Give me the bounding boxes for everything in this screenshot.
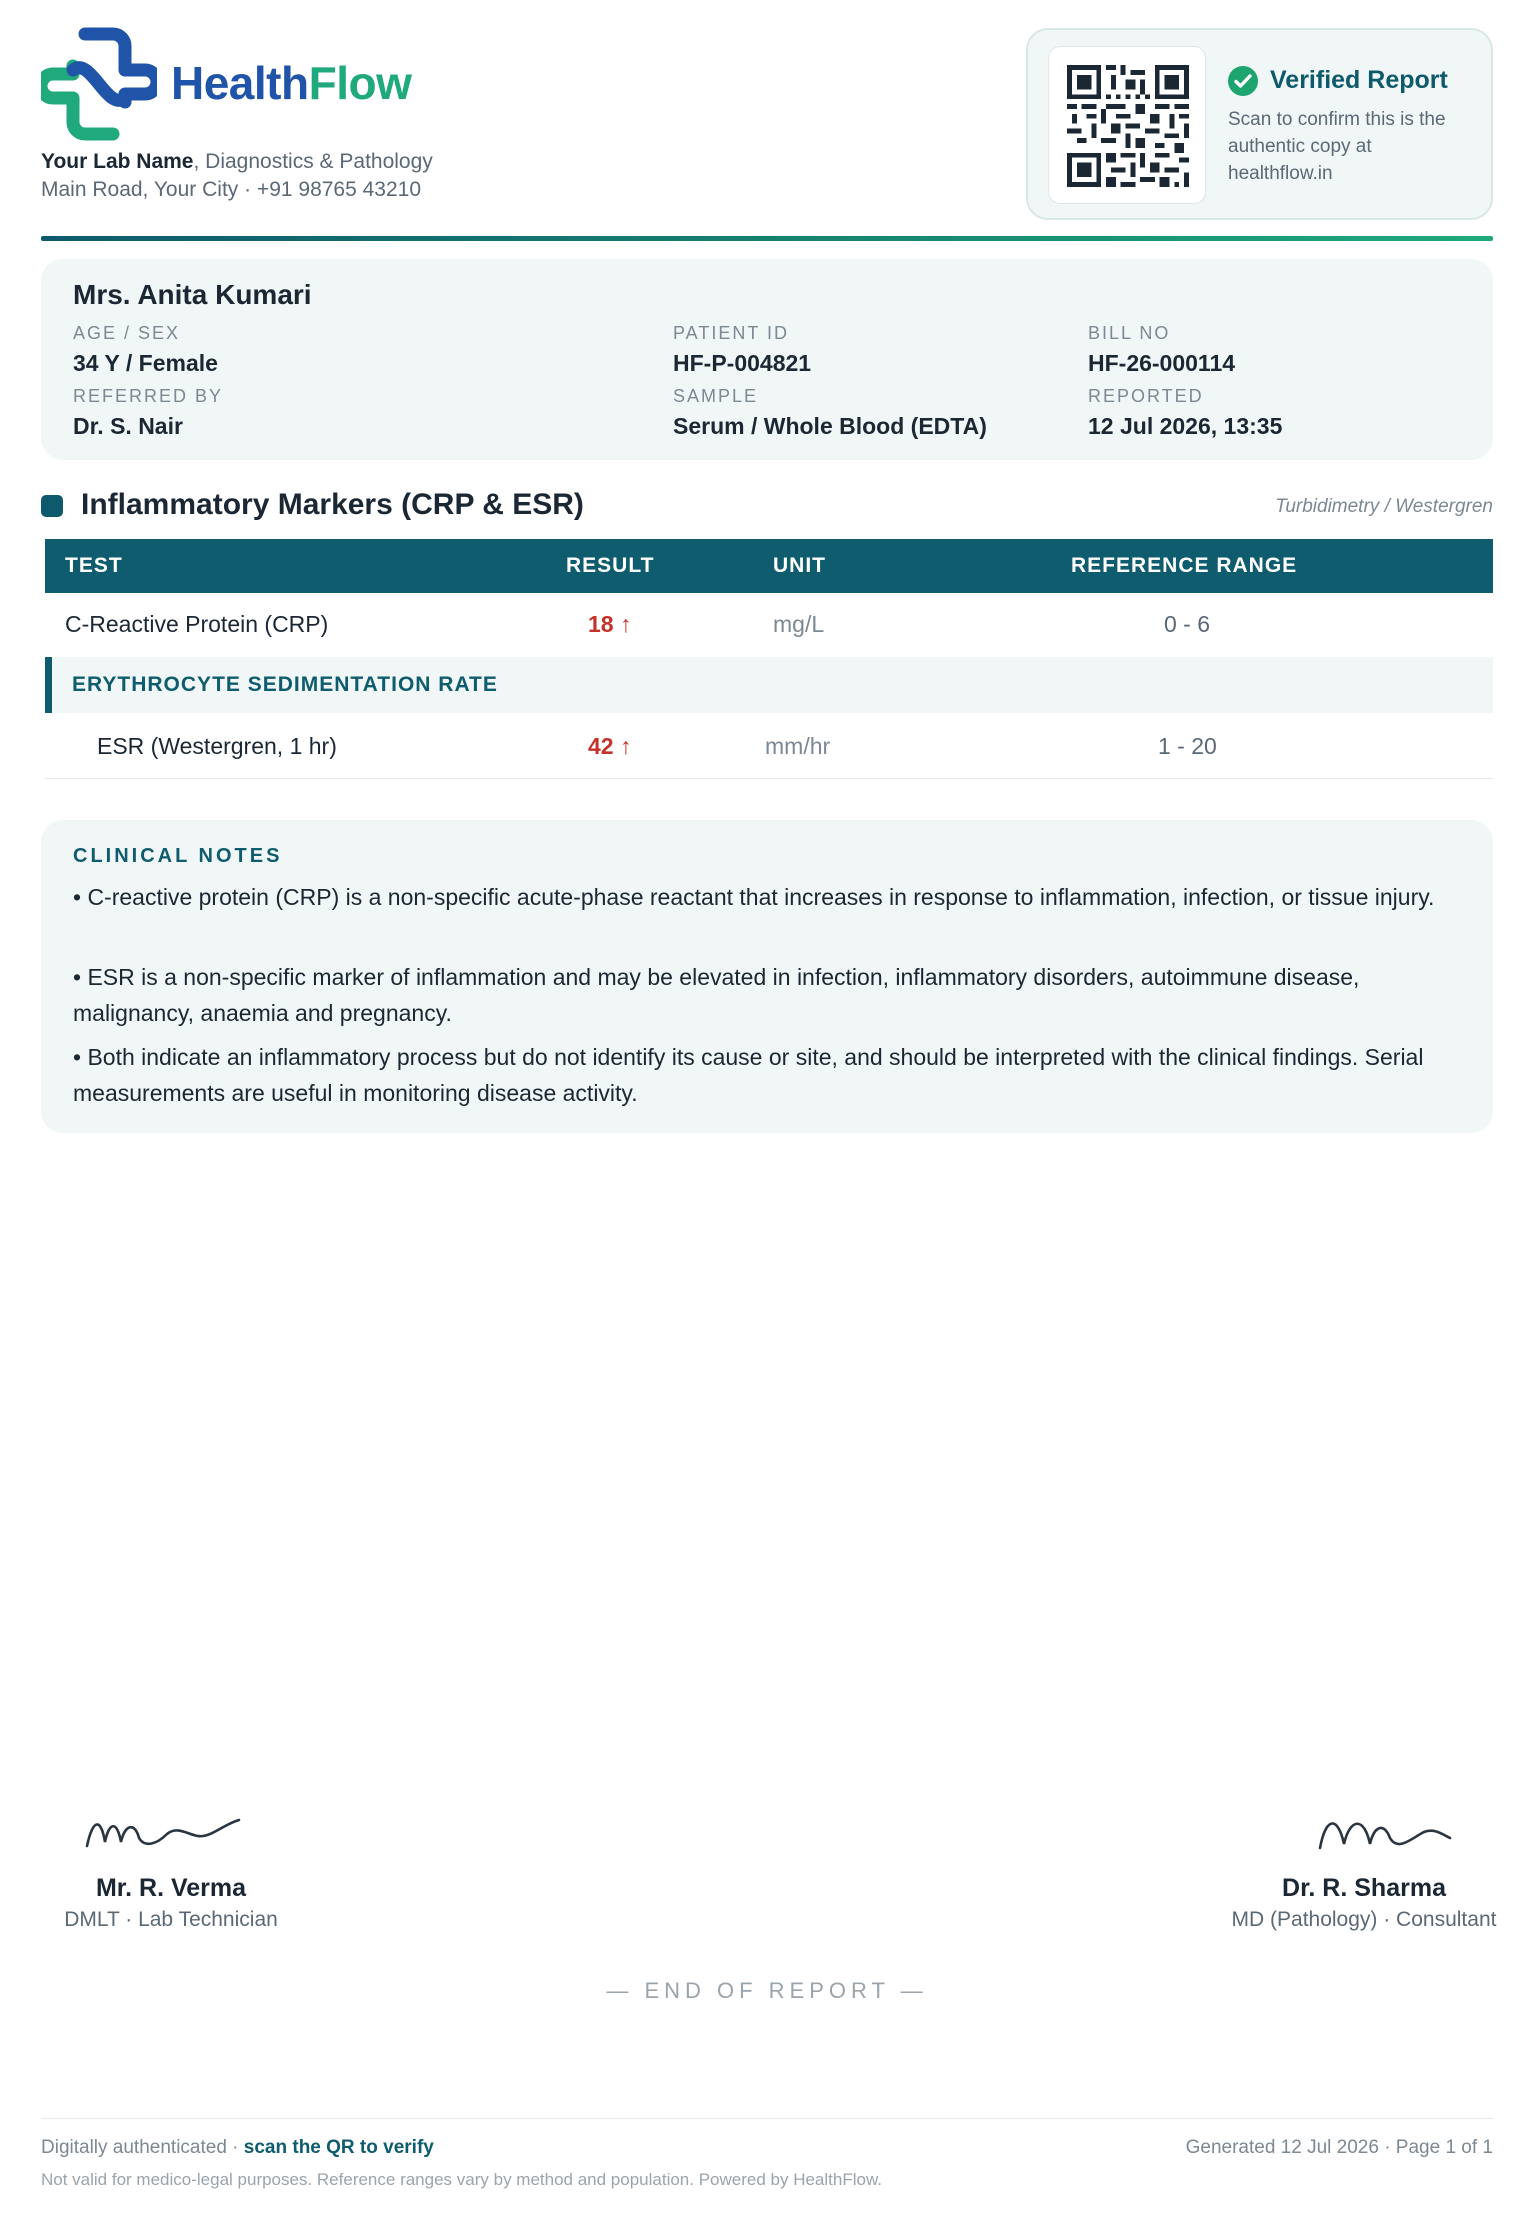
bill-no-label: BILL NO bbox=[1088, 323, 1171, 343]
header-divider bbox=[41, 236, 1493, 241]
signatory-role: DMLT · Lab Technician bbox=[64, 1908, 278, 1931]
footer-divider bbox=[41, 2118, 1493, 2119]
group-row-esr bbox=[45, 657, 1493, 713]
test-reference: 1 - 20 bbox=[1158, 733, 1217, 759]
lab-address: Main Road, Your City · +91 98765 43210 bbox=[41, 178, 422, 201]
sample-label: SAMPLE bbox=[673, 386, 759, 406]
bill-no-value: HF-26-000114 bbox=[1088, 350, 1236, 376]
verified-report-text: Scan to confirm this is the authentic copy at healthflow.in bbox=[1228, 109, 1446, 184]
referred-by-label: REFERRED BY bbox=[73, 386, 224, 406]
table-row-esr bbox=[45, 713, 1493, 779]
section-title: Inflammatory Markers (CRP & ESR) bbox=[81, 488, 584, 521]
test-unit: mm/hr bbox=[765, 733, 831, 759]
clinical-notes-card bbox=[41, 820, 1493, 1133]
test-name: ESR (Westergren, 1 hr) bbox=[97, 733, 337, 759]
cross-logo-icon bbox=[41, 26, 157, 142]
qr-code-icon bbox=[1067, 65, 1189, 187]
patient-id-label: PATIENT ID bbox=[673, 323, 790, 343]
signature-block-technician bbox=[41, 1808, 301, 1938]
clinical-note: • Both indicate an inflammatory process but do not identify its cause or site, and should be interpreted with the clinical findings. Serial measurements are useful in monitoring disease activity. bbox=[73, 1044, 1424, 1106]
section-header bbox=[41, 488, 1493, 524]
test-result: 18 ↑ bbox=[588, 611, 632, 637]
footer-generated: Generated 12 Jul 2026 · Page 1 of 1 bbox=[1185, 2137, 1493, 2158]
section-bullet-icon bbox=[41, 495, 63, 517]
signature-block-consultant bbox=[1214, 1808, 1514, 1938]
footer-authentication: Digitally authenticated · scan the QR to verify bbox=[41, 2137, 434, 2158]
reported-value: 12 Jul 2026, 13:35 bbox=[1088, 413, 1283, 439]
column-header-result: RESULT bbox=[566, 554, 655, 577]
verified-report-card bbox=[1026, 28, 1493, 220]
brand-logo bbox=[41, 26, 441, 146]
group-label: ERYTHROCYTE SEDIMENTATION RATE bbox=[72, 673, 498, 696]
report-page bbox=[41, 0, 1497, 2231]
footer-disclaimer: Not valid for medico-legal purposes. Reference ranges vary by method and population. Powered by HealthFlow. bbox=[41, 2170, 883, 2189]
section-method: Turbidimetry / Westergren bbox=[1275, 496, 1493, 517]
test-name: C-Reactive Protein (CRP) bbox=[65, 611, 329, 637]
lab-name-line bbox=[41, 150, 433, 174]
brand-name: HealthFlow bbox=[171, 57, 412, 109]
handwritten-signature bbox=[83, 1808, 243, 1858]
test-unit: mg/L bbox=[773, 611, 825, 637]
signatory-name: Mr. R. Verma bbox=[95, 1874, 247, 1902]
lab-tagline: , Diagnostics & Pathology bbox=[193, 150, 433, 173]
verified-report-title: Verified Report bbox=[1270, 66, 1448, 94]
clinical-notes-title: CLINICAL NOTES bbox=[73, 845, 283, 867]
report-header bbox=[41, 26, 1493, 234]
test-reference: 0 - 6 bbox=[1164, 611, 1211, 637]
table-header bbox=[45, 539, 1493, 593]
verify-link[interactable]: scan the QR to verify bbox=[243, 2137, 434, 2158]
referred-by-value: Dr. S. Nair bbox=[73, 413, 183, 439]
table-row-crp bbox=[45, 593, 1493, 657]
qr-code[interactable] bbox=[1048, 46, 1206, 204]
lab-name: Your Lab Name bbox=[41, 150, 194, 173]
end-of-report: — END OF REPORT — bbox=[606, 1978, 928, 2003]
column-header-unit: UNIT bbox=[773, 554, 826, 577]
handwritten-signature bbox=[1314, 1808, 1454, 1858]
clinical-note: • C-reactive protein (CRP) is a non-specific acute-phase reactant that increases in response to inflammation, infection, or tissue injury. bbox=[73, 884, 1435, 910]
signatory-name: Dr. R. Sharma bbox=[1282, 1874, 1446, 1902]
clinical-note: • ESR is a non-specific marker of inflammation and may be elevated in infection, inflammatory disorders, autoimmune disease, malignancy, anaemia and pregnancy. bbox=[73, 964, 1360, 1026]
patient-id-value: HF-P-004821 bbox=[673, 350, 812, 376]
reported-label: REPORTED bbox=[1088, 386, 1204, 406]
column-header-test: TEST bbox=[65, 554, 123, 577]
patient-info-card bbox=[41, 259, 1493, 460]
signatory-role: MD (Pathology) · Consultant bbox=[1231, 1908, 1497, 1931]
age-sex-value: 34 Y / Female bbox=[73, 350, 218, 376]
sample-value: Serum / Whole Blood (EDTA) bbox=[673, 413, 987, 439]
test-result: 42 ↑ bbox=[588, 733, 632, 759]
age-sex-label: AGE / SEX bbox=[73, 323, 181, 343]
column-header-reference: REFERENCE RANGE bbox=[1071, 554, 1298, 577]
patient-name: Mrs. Anita Kumari bbox=[73, 279, 312, 310]
